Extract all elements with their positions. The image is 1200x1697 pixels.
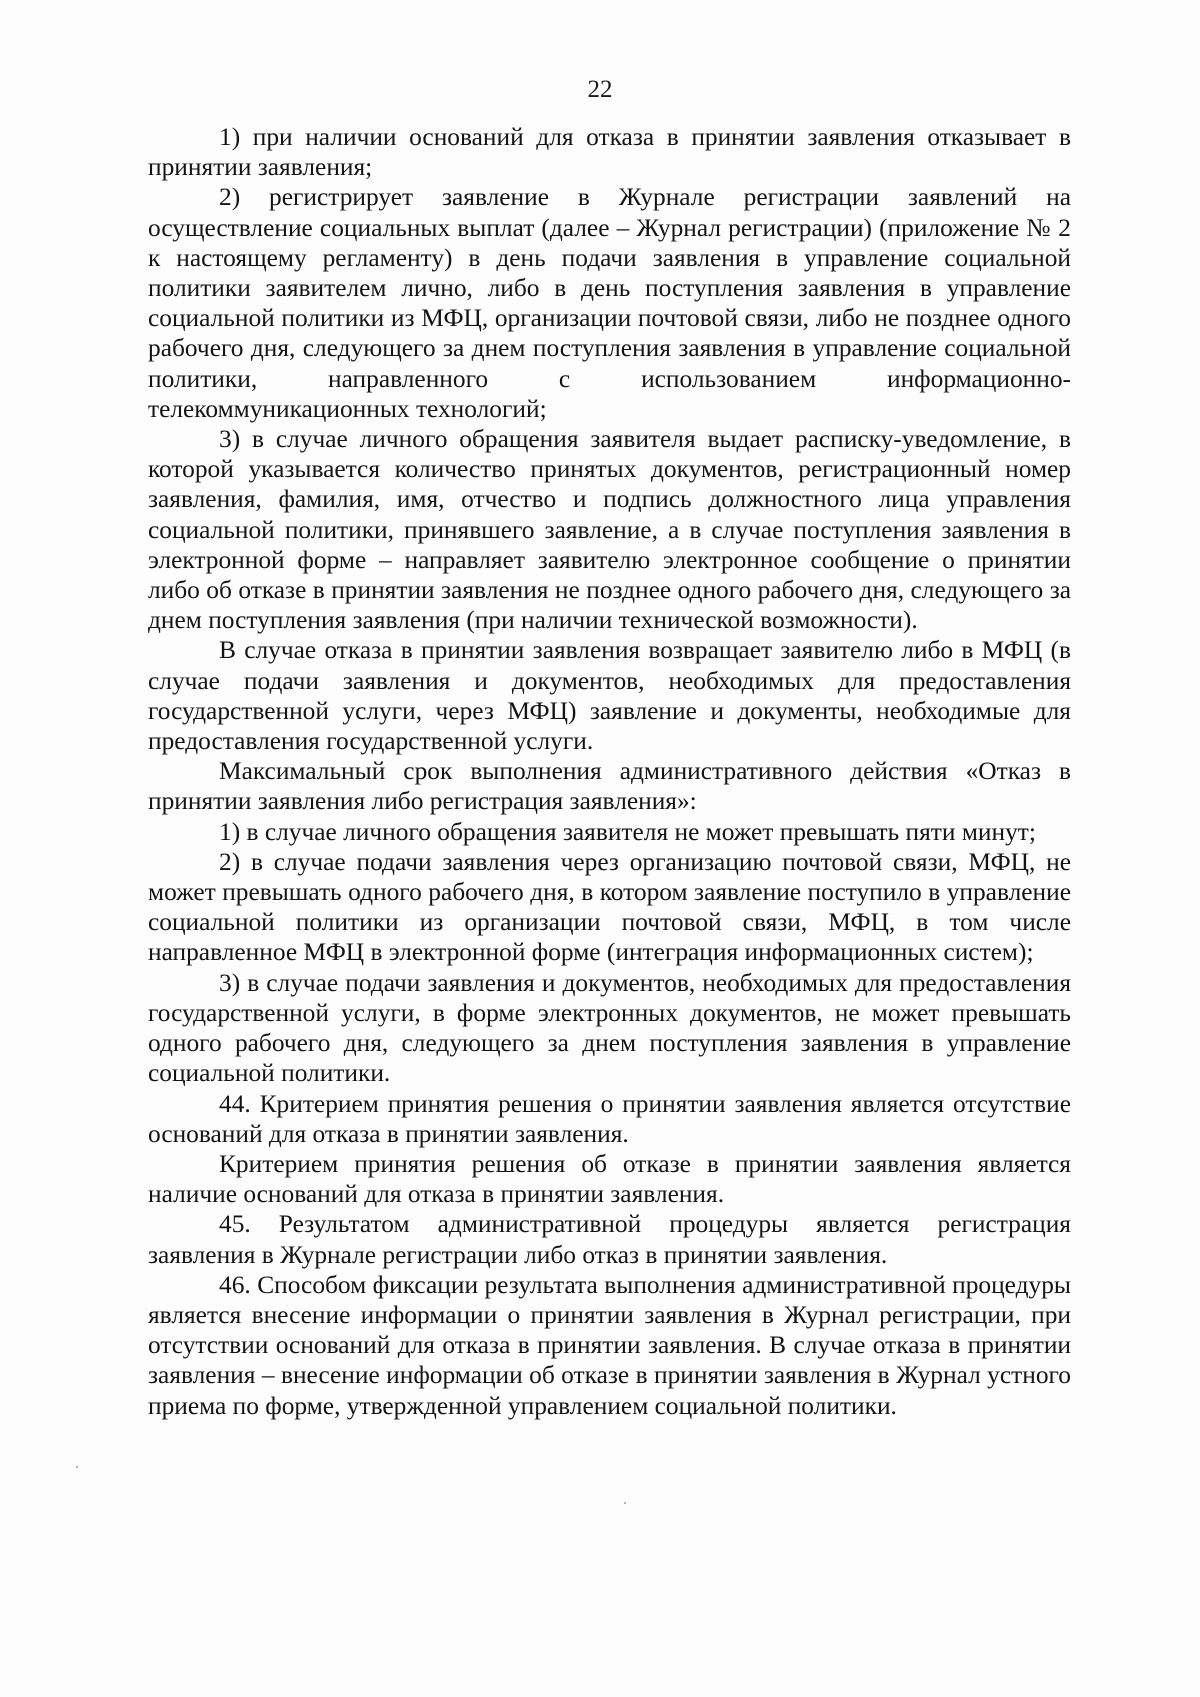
paragraph-section-45: 45. Результатом административной процедуры является регистрация заявления в Журнале регистрации либо отказ в принятии заявления.: [148, 1210, 1071, 1269]
document-body: [148, 122, 1071, 1421]
paragraph-term-item-1: 1) в случае личного обращения заявителя не может превышать пяти минут;: [219, 817, 1036, 846]
paragraph-return-documents: В случае отказа в принятии заявления возвращает заявителю либо в МФЦ (в случае подачи заявления и документов, необходимых для предоставления государственной услуги, через МФЦ) заявление и документы, необходимые для предоставления государственной услуги.: [148, 636, 1071, 756]
paragraph-item-2-registration: 2) регистрирует заявление в Журнале регистрации заявлений на осуществление социальных выплат (далее – Журнал регистрации) (приложение № 2 к настоящему регламенту) в день подачи заявления в управление социальной политики заявителем лично, либо в день поступления заявления в управление социальной политики из МФЦ, организации почтовой связи, либо не позднее одного рабочего дня, следующего за днем поступления заявления в управление социальной политики, направленного с использованием информационно-телекоммуникационных технологий;: [148, 183, 1071, 423]
paragraph-term-item-3: 3) в случае подачи заявления и документов, необходимых для предоставления государственной услуги, в форме электронных документов, не может превышать одного рабочего дня, следующего за днем поступления заявления в управление социальной политики.: [148, 968, 1071, 1088]
paragraph-max-term-intro: Максимальный срок выполнения административного действия «Отказ в принятии заявления либо регистрация заявления»:: [148, 757, 1071, 816]
paragraph-item-1-refusal: 1) при наличии оснований для отказа в принятии заявления отказывает в принятии заявления;: [148, 123, 1071, 182]
paragraph-term-item-2: 2) в случае подачи заявления через организацию почтовой связи, МФЦ, не может превышать одного рабочего дня, в котором заявление поступило в управление социальной политики из организации почтовой связи, МФЦ, в том числе направленное МФЦ в электронной форме (интеграция информационных систем);: [148, 847, 1071, 967]
page-number: 22: [587, 76, 613, 103]
scan-speck: [76, 1466, 78, 1468]
paragraph-section-44: 44. Критерием принятия решения о принятии заявления является отсутствие оснований для отказа в принятии заявления.: [148, 1089, 1071, 1148]
scan-speck: [624, 1502, 626, 1504]
paragraph-item-3-receipt: 3) в случае личного обращения заявителя выдает расписку-уведомление, в которой указывается количество принятых документов, регистрационный номер заявления, фамилия, имя, отчество и подпись должностного лица управления социальной политики, принявшего заявление, а в случае поступления заявления в электронной форме – направляет заявителю электронное сообщение о принятии либо об отказе в принятии заявления не позднее одного рабочего дня, следующего за днем поступления заявления (при наличии технической возможности).: [148, 425, 1071, 635]
paragraph-refusal-criterion: Критерием принятия решения об отказе в принятии заявления является наличие оснований для отказа в принятии заявления.: [148, 1149, 1071, 1209]
paragraph-section-46: 46. Способом фиксации результата выполнения административной процедуры является внесение информации о принятии заявления в Журнал регистрации, при отсутствии оснований для отказа в принятии заявления. В случае отказа в принятии заявления – внесение информации об отказе в принятии заявления в Журнал устного приема по форме, утвержденной управлением социальной политики.: [148, 1270, 1071, 1420]
